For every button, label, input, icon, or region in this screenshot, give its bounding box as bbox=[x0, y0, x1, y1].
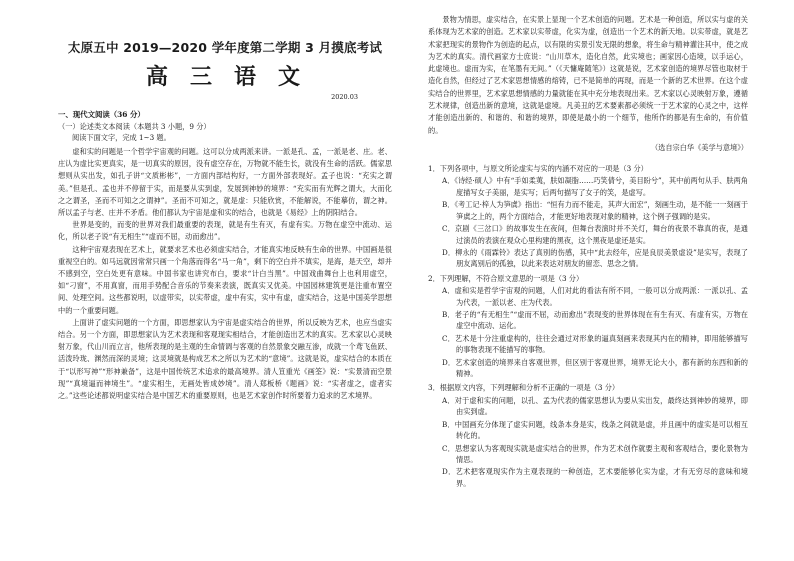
question-stem: 3．根据原文内容，下列理解和分析不正确的一项是（3 分） bbox=[428, 383, 620, 393]
article-paragraph: 这种宇宙观表现在艺术上，就要求艺术也必须虚实结合，才能真实地反映有生命的世界。中国画是很重视空白的。如马远就因常常只画一个角落而得名“马一角”，剩下的空白并不填实，是海，是天空，却并不感到空，空白处更有意味。中国书家也讲究布白，要求“计白当黑”。中国戏曲舞台上也利用虚空，如“刁窗”，不用真窗，而用手势配合音乐的节奏来表演，既真实又优美。中国园林建筑更是注重布置空间、处理空间。这些都说明，以虚带实，以实带虚，虚中有实，实中有虚，虚实结合，这是中国美学思想中的一个重要问题。 bbox=[58, 244, 392, 315]
section-subtitle: （一）论述类文本阅读（本题共 3 小题，9 分） bbox=[58, 122, 211, 131]
section-instruction: 阅读下面文字，完成 1~3 题。 bbox=[72, 133, 171, 142]
option-d[interactable]: D．艺术家创造的境界来自客观世界，但区别于客观世界，境界无论大小，都有新的东西和新的精神。 bbox=[442, 357, 748, 379]
article-paragraph: 世界是变的，而变的世界对我们最重要的表现，就是有生有灭，有虚有实。万物在虚空中流动、运化，所以老子说“有无相生”“虚而不屈，动而愈出”。 bbox=[58, 220, 392, 242]
option-a[interactable]: A．对于虚和实的问题，以孔、孟为代表的儒家思想认为要从实出发，最终达到神妙的境界，即由实到虚。 bbox=[442, 395, 748, 417]
option-b[interactable]: B．老子的“有无相生”“虚而不屈，动而愈出”表现变的世界体现在有生有灭、有虚有实，万物在虚空中流动、运化。 bbox=[442, 310, 748, 331]
article-source: （选自宗白华《美学与意境》） bbox=[650, 142, 748, 152]
option-c[interactable]: C．思想家认为客观现实就是虚实结合的世界，作为艺术创作就要主观和客观结合，要化景物为情思。 bbox=[442, 443, 748, 464]
article-paragraph: 景物为情思，虚实结合，在实景上显现一个艺术创造的问题。艺术是一种创造，所以实与虚的关系体现为艺术家的创造。艺术家以实带虚，化实为虚，创造出一个艺术的新天地。以实带虚，就是艺术家把现实的景物作为创造的起点，以有限的实景引发无限的想象，将生命与精神灌注其中，使之成为艺术的真实。清代画家方士庶说：“山川草木，造化自然，此实境也；画家因心造境，以手运心，此虚境也。虚而为实，在笔墨有无间。”（《天慵庵随笔》）这就是说，艺术家创造的境界尽管也取材于造化自然，但经过了艺术家思想情感的熔铸，已不是简单的再现，而是一个新的艺术世界。在这个虚实结合的世界里，艺术家思想情感的力量就能在其中充分地表现出来。艺术家以心灵映射万象，遵循艺术规律，创造出新的意境，这就是虚境。凡美丑的艺术要素都必须统一于艺术家的心灵之中，这样才能创造出新的、和谐的、和谐的境界，即使是最小的一个细节，他所作的都是有生命的，有价值的。 bbox=[428, 15, 748, 135]
section-title: 一、现代文阅读（36 分） bbox=[58, 110, 145, 119]
exam-date: 2020.03 bbox=[331, 93, 358, 101]
article-paragraph: 虚和实的问题是一个哲学宇宙观的问题。这可以分成两派来讲。一派是孔、孟，一派是老、庄。老、庄认为虚比实更真实，是一切真实的原因，没有虚空存在，万物就不能生长，就没有生命的活跃。儒家思想则从实出发，如孔子讲“文质彬彬”，一方面内部结构好，一方面外部表现好。孟子也说：“充实之谓美。”但是孔、孟也并不停留于实，而是要从实到虚，发展到神妙的境界：“充实而有光辉之谓大，大而化之之谓圣，圣而不可知之之谓神”。圣而不可知之，就是虚：只能欣赏，不能解说，不能摹仿，谓之神。所以孟子与老、庄并不矛盾。他们都认为宇宙是虚和实的结合，也就是《易经》上的阴阳结合。 bbox=[58, 147, 392, 218]
option-b[interactable]: B．《考工记·梓人为笋虡》指出：“恒有力而不能走，其声大而宏”，刻画生动，是不能一一刻画于笋虡之上的，两个方面结合，才能更好地表现对象的精神，这个例子强调的是实。 bbox=[442, 200, 749, 221]
option-d[interactable]: D．柳永的《雨霖铃》表达了真别的伤感，其中“此去经年，应是良辰美景虚设”是实写，表现了朋友离别后的孤独，以此来表达对朋友的留恋、思念之情。 bbox=[442, 247, 748, 269]
question-stem: 2．下列理解，不符合原文意思的一项是（3 分） bbox=[428, 273, 584, 283]
option-a[interactable]: A．虚和实是哲学宇宙观的问题，人们对此的看法有所不同，一般可以分成两派：一派以孔、孟为代表，一派以老、庄为代表。 bbox=[442, 286, 748, 307]
option-b[interactable]: B．中国画充分体现了虚实问题，线条本身是实，线条之间就是虚，并且画中的虚实是可以相互转化的。 bbox=[442, 419, 748, 441]
article-paragraph: 上面讲了虚实问题的一个方面，即思想家认为宇宙是虚实结合的世界，所以反映为艺术，也应当虚实结合。另一个方面，即思想家认为艺术表现和客观现实相结合，才能创造出艺术的真实。艺术家以心灵映射万象，代山川而立言，他所表现的是主观的生命情调与客观的自然景象交融互渗，成就一个鸢飞鱼跃、活泼玲珑、渊然而深的灵境；这灵境就是构成艺术之所以为艺术的“意境”。这就是说，虚实结合的本质在于“以形写神”“形神兼备”，这是中国传统艺术追求的最高境界。清人笪重光《画筌》说：“实景清而空景现”“真境逼而神境生”。“虚实相生，无画处皆成妙境”。清人郑板桥《题画》说：“实者虚之，虚者实之。”这些论述都说明虚实结合是中国艺术的重要原则，也是艺术家创作时所要着力追求的艺术境界。 bbox=[58, 317, 392, 401]
option-c[interactable]: C．艺术是十分注重虚构的，往往会通过对形象的逼真刻画来表现其内在的精神，即用能够描写的事物表现不能描写的事物。 bbox=[442, 333, 748, 355]
right-column bbox=[406, 0, 794, 561]
question-stem: 1．下列各项中，与原文所论虚实与实的内涵不对应的一项是（3 分） bbox=[428, 163, 648, 173]
exam-title: 太原五中 2019—2020 学年度第二学期 3 月摸底考试 bbox=[67, 40, 383, 55]
option-d[interactable]: D．艺术把客观现实作为主观表现的一种创造，艺术要能够化实为虚，才有无穷尽的意味和境界。 bbox=[442, 467, 748, 488]
option-a[interactable]: A．《诗经·硕人》中有“手如柔荑，肤如凝脂……巧笑倩兮，美目盼兮”，其中前两句从手、肤两角度描写女子美丽，是实写；后两句描写了女子的笑，是虚写。 bbox=[442, 176, 748, 197]
option-c[interactable]: C．京剧《三岔口》的故事发生在夜间，但舞台表演时并不关灯，舞台的夜景不靠真的夜，是通过演员的表演在观众心里构建的黑夜，这个黑夜是虚还是实。 bbox=[442, 224, 748, 245]
subject-title: 高三语文 bbox=[145, 64, 322, 90]
